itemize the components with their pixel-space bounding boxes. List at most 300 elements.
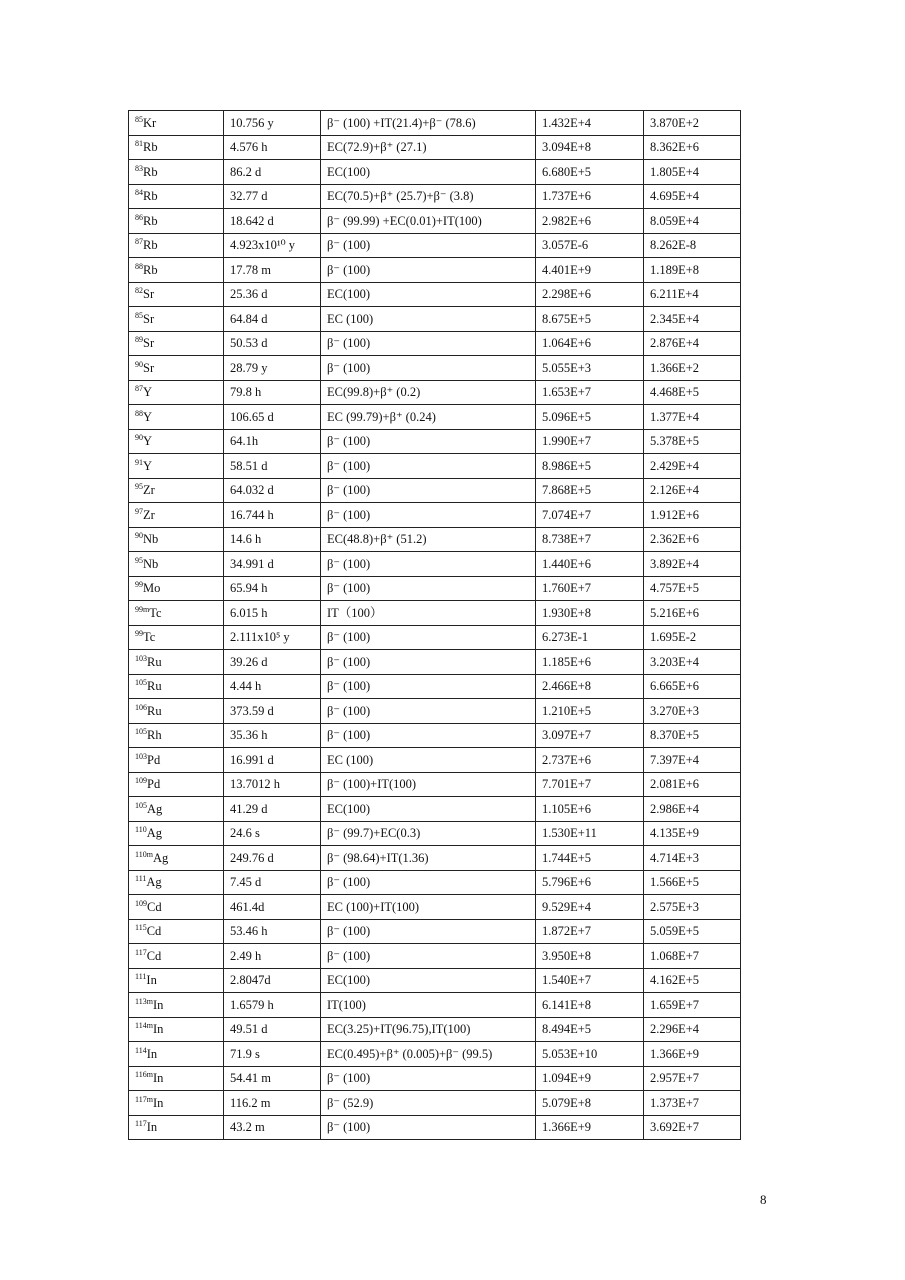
value-cell: 3.094E+8: [536, 135, 644, 160]
nuclide-cell: [129, 1115, 224, 1140]
table-row: [129, 209, 741, 234]
decay-mode-cell: β⁻ (100): [321, 699, 536, 724]
mass-number: 105: [135, 678, 147, 687]
nuclide-cell: [129, 209, 224, 234]
decay-mode-cell: EC (100)+IT(100): [321, 895, 536, 920]
nuclide-cell: [129, 135, 224, 160]
value-cell: 4.135E+9: [644, 821, 741, 846]
nuclide-cell: [129, 944, 224, 969]
value-cell: 1.377E+4: [644, 405, 741, 430]
decay-mode-cell: β⁻ (100): [321, 625, 536, 650]
table-row: [129, 650, 741, 675]
decay-mode-cell: β⁻ (100) +IT(21.4)+β⁻ (78.6): [321, 111, 536, 136]
nuclide-cell: [129, 821, 224, 846]
decay-mode-cell: β⁻ (100)+IT(100): [321, 772, 536, 797]
value-cell: 7.701E+7: [536, 772, 644, 797]
decay-mode-cell: β⁻ (100): [321, 1066, 536, 1091]
value-cell: 5.796E+6: [536, 870, 644, 895]
table-row: [129, 233, 741, 258]
value-cell: 3.692E+7: [644, 1115, 741, 1140]
value-cell: 5.055E+3: [536, 356, 644, 381]
mass-number: 97: [135, 506, 143, 516]
mass-number: 115: [135, 923, 147, 932]
value-cell: 1.210E+5: [536, 699, 644, 724]
mass-number: 105: [135, 727, 147, 736]
value-cell: 8.738E+7: [536, 527, 644, 552]
value-cell: 1.366E+2: [644, 356, 741, 381]
table-row: [129, 552, 741, 577]
nuclide-cell: [129, 405, 224, 430]
value-cell: 2.296E+4: [644, 1017, 741, 1042]
half-life-cell: 7.45 d: [224, 870, 321, 895]
table-row: [129, 1066, 741, 1091]
value-cell: 7.397E+4: [644, 748, 741, 773]
table-row: [129, 797, 741, 822]
value-cell: 1.805E+4: [644, 160, 741, 185]
mass-number: 95: [135, 555, 143, 565]
page-number: 8: [760, 1192, 767, 1207]
half-life-cell: 116.2 m: [224, 1091, 321, 1116]
nuclide-cell: [129, 968, 224, 993]
mass-number: 110m: [135, 849, 153, 859]
value-cell: 4.714E+3: [644, 846, 741, 871]
element-symbol: Ru: [147, 703, 162, 718]
nuclide-cell: [129, 1066, 224, 1091]
table-row: [129, 429, 741, 454]
value-cell: 5.059E+5: [644, 919, 741, 944]
value-cell: 8.986E+5: [536, 454, 644, 479]
decay-mode-cell: β⁻ (98.64)+IT(1.36): [321, 846, 536, 871]
nuclide-cell: [129, 699, 224, 724]
value-cell: 1.990E+7: [536, 429, 644, 454]
table-row: [129, 258, 741, 283]
element-symbol: In: [152, 997, 164, 1012]
nuclide-cell: [129, 895, 224, 920]
element-symbol: Rb: [143, 140, 158, 154]
element-symbol: In: [152, 1095, 164, 1110]
value-cell: 4.468E+5: [644, 380, 741, 405]
value-cell: 1.695E-2: [644, 625, 741, 650]
mass-number: 106: [135, 702, 147, 712]
decay-mode-cell: β⁻ (100): [321, 233, 536, 258]
decay-mode-cell: β⁻ (100): [321, 331, 536, 356]
half-life-cell: 14.6 h: [224, 527, 321, 552]
mass-number: 110: [135, 825, 147, 834]
value-cell: 6.665E+6: [644, 674, 741, 699]
element-symbol: Rb: [143, 213, 158, 228]
value-cell: 2.575E+3: [644, 895, 741, 920]
table-row: [129, 821, 741, 846]
half-life-cell: 34.991 d: [224, 552, 321, 577]
half-life-cell: 39.26 d: [224, 650, 321, 675]
nuclide-table-body: [129, 111, 741, 1140]
nuclide-cell: [129, 601, 224, 626]
table-row: [129, 380, 741, 405]
decay-mode-cell: β⁻ (100): [321, 1115, 536, 1140]
nuclide-cell: [129, 674, 224, 699]
mass-number: 88: [135, 408, 143, 418]
value-cell: 6.211E+4: [644, 282, 741, 307]
value-cell: 5.079E+8: [536, 1091, 644, 1116]
nuclide-cell: [129, 723, 224, 748]
table-row: [129, 454, 741, 479]
half-life-cell: 24.6 s: [224, 821, 321, 846]
element-symbol: In: [152, 1022, 164, 1036]
mass-number: 114m: [135, 1021, 153, 1030]
mass-number: 82: [135, 286, 143, 295]
element-symbol: Cd: [146, 948, 162, 963]
decay-mode-cell: β⁻ (100): [321, 723, 536, 748]
element-symbol: Pd: [147, 777, 161, 791]
element-symbol: Tc: [143, 630, 156, 644]
table-row: [129, 993, 741, 1018]
decay-mode-cell: β⁻ (99.99) +EC(0.01)+IT(100): [321, 209, 536, 234]
decay-mode-cell: β⁻ (100): [321, 919, 536, 944]
value-cell: 2.737E+6: [536, 748, 644, 773]
nuclide-cell: [129, 478, 224, 503]
element-symbol: Kr: [143, 115, 157, 130]
element-symbol: Y: [143, 434, 153, 448]
mass-number: 111: [135, 972, 147, 981]
table-row: [129, 184, 741, 209]
value-cell: 1.432E+4: [536, 111, 644, 136]
element-symbol: Ag: [146, 826, 162, 840]
value-cell: 2.081E+6: [644, 772, 741, 797]
half-life-cell: 41.29 d: [224, 797, 321, 822]
element-symbol: Y: [143, 385, 153, 399]
value-cell: 2.429E+4: [644, 454, 741, 479]
mass-number: 109: [135, 776, 147, 785]
mass-number: 113m: [135, 996, 153, 1006]
decay-mode-cell: β⁻ (100): [321, 478, 536, 503]
half-life-cell: 18.642 d: [224, 209, 321, 234]
decay-mode-cell: IT(100): [321, 993, 536, 1018]
mass-number: 111: [135, 874, 147, 883]
nuclide-cell: [129, 282, 224, 307]
value-cell: 8.370E+5: [644, 723, 741, 748]
half-life-cell: 249.76 d: [224, 846, 321, 871]
element-symbol: Ru: [147, 679, 162, 693]
value-cell: 3.057E-6: [536, 233, 644, 258]
element-symbol: Rb: [143, 164, 158, 179]
decay-mode-cell: EC(0.495)+β⁺ (0.005)+β⁻ (99.5): [321, 1042, 536, 1067]
element-symbol: Cd: [147, 899, 162, 914]
value-cell: 1.566E+5: [644, 870, 741, 895]
nuclide-cell: [129, 331, 224, 356]
value-cell: 2.957E+7: [644, 1066, 741, 1091]
half-life-cell: 79.8 h: [224, 380, 321, 405]
table-row: [129, 1042, 741, 1067]
value-cell: 3.870E+2: [644, 111, 741, 136]
table-row: [129, 895, 741, 920]
value-cell: 5.216E+6: [644, 601, 741, 626]
table-row: [129, 282, 741, 307]
half-life-cell: 43.2 m: [224, 1115, 321, 1140]
nuclide-cell: [129, 356, 224, 381]
element-symbol: Ag: [146, 875, 162, 889]
table-row: [129, 968, 741, 993]
nuclide-cell: [129, 111, 224, 136]
mass-number: 116m: [135, 1070, 153, 1079]
value-cell: 1.064E+6: [536, 331, 644, 356]
value-cell: 4.695E+4: [644, 184, 741, 209]
value-cell: 7.074E+7: [536, 503, 644, 528]
value-cell: 8.059E+4: [644, 209, 741, 234]
element-symbol: Sr: [143, 336, 155, 350]
decay-mode-cell: EC(72.9)+β⁺ (27.1): [321, 135, 536, 160]
decay-mode-cell: β⁻ (100): [321, 576, 536, 601]
half-life-cell: 25.36 d: [224, 282, 321, 307]
decay-mode-cell: β⁻ (100): [321, 503, 536, 528]
element-symbol: Sr: [143, 311, 155, 326]
mass-number: 90: [135, 531, 143, 540]
half-life-cell: 49.51 d: [224, 1017, 321, 1042]
nuclide-cell: [129, 160, 224, 185]
value-cell: 1.366E+9: [536, 1115, 644, 1140]
nuclide-cell: [129, 503, 224, 528]
value-cell: 6.273E-1: [536, 625, 644, 650]
nuclide-cell: [129, 307, 224, 332]
element-symbol: Ag: [147, 801, 163, 816]
mass-number: 85: [135, 114, 143, 124]
element-symbol: Rb: [143, 189, 158, 203]
mass-number: 89: [135, 335, 143, 344]
decay-mode-cell: β⁻ (100): [321, 674, 536, 699]
value-cell: 5.378E+5: [644, 429, 741, 454]
value-cell: 5.053E+10: [536, 1042, 644, 1067]
value-cell: 8.675E+5: [536, 307, 644, 332]
value-cell: 8.494E+5: [536, 1017, 644, 1042]
half-life-cell: 53.46 h: [224, 919, 321, 944]
value-cell: 1.930E+8: [536, 601, 644, 626]
half-life-cell: 64.1h: [224, 429, 321, 454]
value-cell: 1.912E+6: [644, 503, 741, 528]
decay-mode-cell: EC(100): [321, 797, 536, 822]
table-row: [129, 1091, 741, 1116]
half-life-cell: 54.41 m: [224, 1066, 321, 1091]
mass-number: 99: [135, 629, 143, 638]
mass-number: 85: [135, 310, 143, 320]
decay-mode-cell: β⁻ (100): [321, 454, 536, 479]
value-cell: 8.362E+6: [644, 135, 741, 160]
decay-mode-cell: β⁻ (100): [321, 650, 536, 675]
mass-number: 87: [135, 237, 143, 246]
mass-number: 90: [135, 433, 143, 442]
table-row: [129, 307, 741, 332]
decay-mode-cell: EC(100): [321, 282, 536, 307]
mass-number: 91: [135, 457, 143, 467]
mass-number: 86: [135, 212, 143, 222]
decay-mode-cell: IT（100）: [321, 601, 536, 626]
table-row: [129, 772, 741, 797]
element-symbol: Rb: [143, 262, 158, 277]
element-symbol: Zr: [143, 507, 155, 522]
half-life-cell: 50.53 d: [224, 331, 321, 356]
half-life-cell: 6.015 h: [224, 601, 321, 626]
value-cell: 1.105E+6: [536, 797, 644, 822]
half-life-cell: 17.78 m: [224, 258, 321, 283]
table-row: [129, 1017, 741, 1042]
value-cell: 1.068E+7: [644, 944, 741, 969]
nuclide-cell: [129, 772, 224, 797]
table-row: [129, 723, 741, 748]
element-symbol: Y: [143, 409, 153, 424]
half-life-cell: 4.44 h: [224, 674, 321, 699]
value-cell: 6.680E+5: [536, 160, 644, 185]
half-life-cell: 65.94 h: [224, 576, 321, 601]
table-row: [129, 944, 741, 969]
table-row: [129, 1115, 741, 1140]
decay-mode-cell: EC (100): [321, 307, 536, 332]
table-row: [129, 527, 741, 552]
value-cell: 6.141E+8: [536, 993, 644, 1018]
half-life-cell: 64.032 d: [224, 478, 321, 503]
value-cell: 2.982E+6: [536, 209, 644, 234]
value-cell: 3.203E+4: [644, 650, 741, 675]
element-symbol: Cd: [146, 924, 162, 938]
decay-mode-cell: EC(3.25)+IT(96.75),IT(100): [321, 1017, 536, 1042]
value-cell: 2.362E+6: [644, 527, 741, 552]
element-symbol: Y: [143, 458, 153, 473]
decay-mode-cell: EC(100): [321, 160, 536, 185]
nuclide-cell: [129, 552, 224, 577]
value-cell: 8.262E-8: [644, 233, 741, 258]
half-life-cell: 32.77 d: [224, 184, 321, 209]
nuclide-cell: [129, 527, 224, 552]
value-cell: 3.892E+4: [644, 552, 741, 577]
nuclide-cell: [129, 1042, 224, 1067]
value-cell: 1.185E+6: [536, 650, 644, 675]
decay-mode-cell: EC (100): [321, 748, 536, 773]
mass-number: 117: [135, 1119, 147, 1128]
half-life-cell: 58.51 d: [224, 454, 321, 479]
table-row: [129, 846, 741, 871]
mass-number: 103: [135, 751, 147, 761]
half-life-cell: 10.756 y: [224, 111, 321, 136]
nuclide-cell: [129, 993, 224, 1018]
mass-number: 117: [135, 947, 147, 957]
half-life-cell: 64.84 d: [224, 307, 321, 332]
table-row: [129, 478, 741, 503]
decay-mode-cell: β⁻ (52.9): [321, 1091, 536, 1116]
decay-mode-cell: β⁻ (100): [321, 356, 536, 381]
half-life-cell: 16.991 d: [224, 748, 321, 773]
table-row: [129, 919, 741, 944]
value-cell: 1.094E+9: [536, 1066, 644, 1091]
mass-number: 81: [135, 139, 143, 148]
element-symbol: Rb: [143, 238, 158, 252]
nuclide-cell: [129, 625, 224, 650]
nuclide-cell: [129, 184, 224, 209]
element-symbol: Rh: [147, 728, 162, 742]
half-life-cell: 71.9 s: [224, 1042, 321, 1067]
element-symbol: Ag: [152, 850, 169, 865]
value-cell: 3.097E+7: [536, 723, 644, 748]
nuclide-cell: [129, 797, 224, 822]
decay-mode-cell: β⁻ (100): [321, 944, 536, 969]
mass-number: 103: [135, 653, 147, 663]
value-cell: 4.162E+5: [644, 968, 741, 993]
element-symbol: In: [152, 1071, 164, 1085]
half-life-cell: 2.8047d: [224, 968, 321, 993]
half-life-cell: 4.576 h: [224, 135, 321, 160]
nuclide-cell: [129, 1017, 224, 1042]
nuclide-cell: [129, 454, 224, 479]
decay-mode-cell: EC(48.8)+β⁺ (51.2): [321, 527, 536, 552]
table-row: [129, 748, 741, 773]
nuclide-cell: [129, 1091, 224, 1116]
element-symbol: Tc: [149, 605, 162, 620]
value-cell: 1.737E+6: [536, 184, 644, 209]
value-cell: 3.270E+3: [644, 699, 741, 724]
value-cell: 1.659E+7: [644, 993, 741, 1018]
element-symbol: Sr: [143, 287, 155, 301]
element-symbol: Nb: [143, 556, 159, 571]
half-life-cell: 4.923x10¹⁰ y: [224, 233, 321, 258]
value-cell: 1.530E+11: [536, 821, 644, 846]
mass-number: 105: [135, 800, 147, 810]
value-cell: 1.373E+7: [644, 1091, 741, 1116]
nuclide-cell: [129, 576, 224, 601]
nuclide-cell: [129, 650, 224, 675]
table-row: [129, 576, 741, 601]
half-life-cell: 1.6579 h: [224, 993, 321, 1018]
nuclide-cell: [129, 233, 224, 258]
decay-mode-cell: β⁻ (100): [321, 870, 536, 895]
element-symbol: In: [146, 1046, 158, 1061]
table-row: [129, 331, 741, 356]
value-cell: 2.986E+4: [644, 797, 741, 822]
decay-mode-cell: β⁻ (99.7)+EC(0.3): [321, 821, 536, 846]
value-cell: 1.653E+7: [536, 380, 644, 405]
decay-mode-cell: β⁻ (100): [321, 429, 536, 454]
element-symbol: Zr: [143, 483, 155, 497]
mass-number: 99m: [135, 604, 150, 614]
table-row: [129, 111, 741, 136]
nuclide-cell: [129, 748, 224, 773]
value-cell: 2.466E+8: [536, 674, 644, 699]
table-row: [129, 601, 741, 626]
half-life-cell: 16.744 h: [224, 503, 321, 528]
value-cell: 2.298E+6: [536, 282, 644, 307]
half-life-cell: 461.4d: [224, 895, 321, 920]
table-row: [129, 405, 741, 430]
mass-number: 90: [135, 359, 143, 369]
table-row: [129, 135, 741, 160]
mass-number: 117m: [135, 1094, 153, 1104]
element-symbol: Ru: [147, 654, 162, 669]
nuclide-cell: [129, 429, 224, 454]
half-life-cell: 373.59 d: [224, 699, 321, 724]
value-cell: 9.529E+4: [536, 895, 644, 920]
value-cell: 1.366E+9: [644, 1042, 741, 1067]
element-symbol: In: [146, 973, 157, 987]
element-symbol: Nb: [143, 532, 159, 546]
table-row: [129, 870, 741, 895]
element-symbol: Sr: [143, 360, 155, 375]
mass-number: 88: [135, 261, 143, 271]
value-cell: 5.096E+5: [536, 405, 644, 430]
decay-mode-cell: EC (99.79)+β⁺ (0.24): [321, 405, 536, 430]
value-cell: 2.126E+4: [644, 478, 741, 503]
mass-number: 87: [135, 384, 143, 393]
value-cell: 1.440E+6: [536, 552, 644, 577]
table-row: [129, 160, 741, 185]
value-cell: 1.540E+7: [536, 968, 644, 993]
value-cell: 4.757E+5: [644, 576, 741, 601]
nuclide-cell: [129, 380, 224, 405]
element-symbol: Mo: [143, 581, 161, 595]
